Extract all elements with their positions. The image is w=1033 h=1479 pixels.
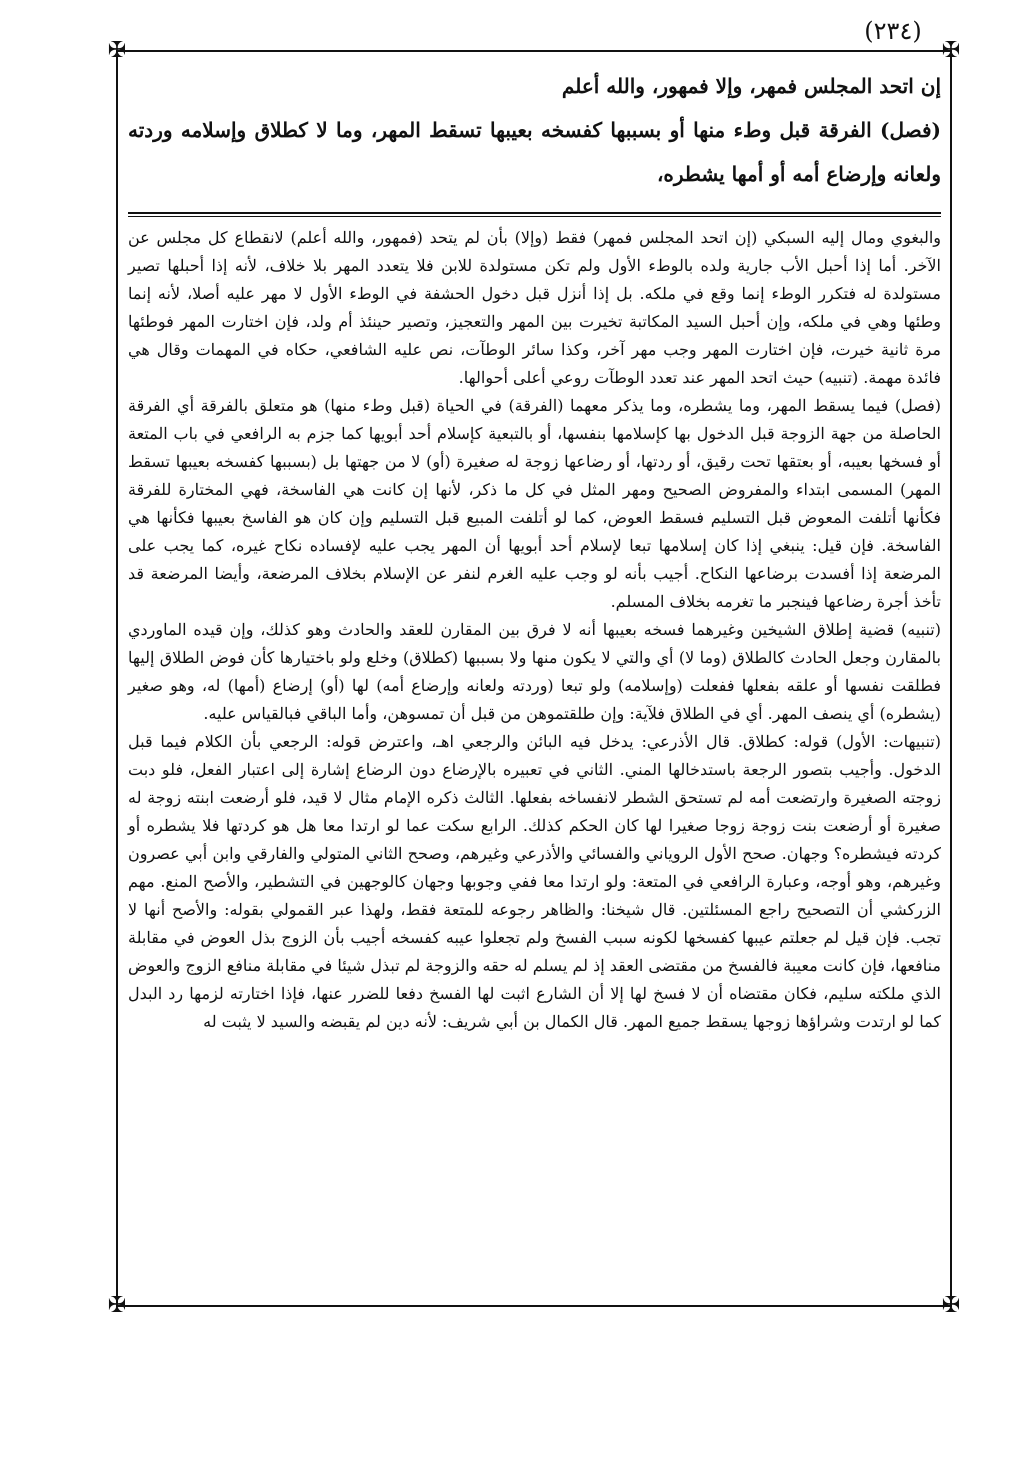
frame-bottom-rule [116,1305,952,1307]
commentary-paragraph: والبغوي ومال إليه السبكي (إن اتحد المجلس فمهر) فقط (وإلا) بأن لم يتحد (فمهور، والله أعلم) لانقطاع كل مجلس عن الآخر. أما إذا أحبل الأب جارية ولده بالوطء الأول ولم تكن مستولدة للابن فلا يتعدد المهر بلا خلاف، لأنه إذا أحبلها تصير مستولدة له فتكرر الوطء إنما وقع في ملكه. بل إذا أنزل قبل دخول الحشفة في الوطء الأول لا مهر عليه أصلا، لأنه إنما وطئها وهي في ملكه، وإن أحبل السيد المكاتبة تخيرت بين المهر والتعجيز، وتصير حينئذ أم ولد، فإن اختارت المهر فوطئها مرة ثانية خيرت، فإن اختارت المهر وجب مهر آخر، وكذا سائر الوطآت، نص عليه الشافعي، حكاه في المهمات وقال هي فائدة مهمة. (تنبيه) حيث اتحد المهر عند تعدد الوطآت روعي أعلى أحوالها. [128,228,942,387]
commentary-paragraph: (تنبيه) قضية إطلاق الشيخين وغيرهما فسخه بعيبها أنه لا فرق بين المقارن للعقد والحادث وهو كذلك، وإن قيده الماوردي بالمقارن وجعل الحادث كالطلاق (وما لا) أي والتي لا يكون منها ولا بسببها (كطلاق) وخلع ولو باختيارها كأن فوض الطلاق إليها فطلقت نفسها أو علقه بفعلها ففعلت (وإسلامه) ولو تبعا (وردته ولعانه وإرضاع أمه) لها (أو) إرضاع (أمها) له، وهو صغير (يشطره) أي ينصف المهر. أي في الطلاق فلآية: وإن طلقتموهن من قبل أن تمسوهن، وأما الباقي فبالقياس عليه. [128,620,941,723]
frame-right-rule [950,50,952,1307]
separator-rule [128,216,941,217]
matn-line: إن اتحد المجلس فمهر، وإلا فمهور، والله أعلم [561,74,941,98]
corner-ornament-icon: ✠ [107,38,127,63]
frame-left-rule [116,50,118,1307]
frame-top-rule [116,50,952,52]
commentary-block [128,224,941,1036]
corner-ornament-icon: ✠ [941,1293,961,1318]
commentary-paragraph: (تنبيهات: الأول) قوله: كطلاق. قال الأذرعي: يدخل فيه البائن والرجعي اهـ، واعترض قوله: الرجعي بأن الكلام فيما قبل الدخول. وأجيب بتصور الرجعة باستدخالها المني. الثاني في تعبيره بالإرضاع دون الرضاع إشارة إلى اعتبار الفعل، فلو دبت زوجته الصغيرة وارتضعت أمه لم تستحق الشطر لانفساخه بفعلها. الثالث ذكره الإمام مثال لا قيد، فلو أرضعت ابنته زوجة له صغيرة أو أرضعت بنت زوجة زوجا صغيرا لها كان الحكم كذلك. الرابع سكت عما لو ارتدا معا هل هو كردتها فلا يشطره أو كردته فيشطره؟ وجهان. صحح الأول الروياني والفسائي والأذرعي وغيرهم، وصحح الثاني المتولي والفارقي وابن أبي عصرون وغيرهم، وهو أوجه، وعبارة الرافعي في المتعة: ولو ارتدا معا ففي وجوبها وجهان كالوجهين في التشطير، والأصح المنع. مهم الزركشي أن التصحيح راجع المسئلتين. قال شيخنا: والظاهر رجوعه للمتعة فقط، ولهذا عبر القمولي بقوله: والأصح أنها لا تجب. فإن قيل لم جعلتم عيبها كفسخها لكونه سبب الفسخ ولم تجعلوا عيبه كفسخه أجيب بأن الزوج بذل العوض في مقابلة منافعها، فإن كانت معيبة فالفسخ من مقتضى العقد إذ لم يسلم له حقه والزوجة لم تبذل شيئا في مقابلة منافع الزوج والعوض الذي ملكته سليم، فكان مقتضاه أن لا فسخ لها إلا أن الشارع اثبت لها الفسخ دفعا للضرر عنها، فإذا اختارته لزمها رد البدل كما لو ارتدت وشراؤها زوجها يسقط جميع المهر. قال الكمال بن أبي شريف: لأنه دين لم يقبضه والسيد لا يثبت له [128,732,942,1031]
separator-rule [128,212,941,214]
corner-ornament-icon: ✠ [941,38,961,63]
commentary-paragraph: (فصل) فيما يسقط المهر، وما يشطره، وما يذكر معهما (الفرقة) في الحياة (قبل وطء منها) هو متعلق بالفرقة أي الفرقة الحاصلة من جهة الزوجة قبل الدخول بها كإسلامها بنفسها، أو بالتبعية كإسلام أحد أبويها كما جزم به الرافعي في باب المتعة أو فسخها بعيبه، أو بعتقها تحت رقيق، أو ردتها، أو رضاعها زوجة له صغيرة (أو) لا من جهتها بل (بسببها كفسخه بعيبها تسقط المهر) المسمى ابتداء والمفروض الصحيح ومهر المثل في كل ما ذكر، لأنها إن كانت هي الفاسخة، فهي المختارة للفرقة فكأنها أتلفت المعوض قبل التسليم فسقط العوض، كما لو أتلفت المبيع قبل التسليم وإن كان هو الفاسخ بعيبها فكأنها هي الفاسخة. فإن قيل: ينبغي إذا كان إسلامها تبعا لإسلام أحد أبويها أن المهر يجب عليه لإفساده نكاح غيره، كما يجب على المرضعة إذا أفسدت برضاعها النكاح. أجيب بأنه لو وجب عليه الغرم لنفر عن الإسلام بخلاف المرضعة، وأيضا المرضعة قد تأخذ أجرة رضاعها فينجبر ما تغرمه بخلاف المسلم. [128,396,941,611]
matn-block [128,64,941,196]
corner-ornament-icon: ✠ [107,1293,127,1318]
matn-line: (فصل) الفرقة قبل وطء منها أو بسببها كفسخه بعيبها تسقط المهر، وما لا كطلاق وإسلامه وردته ولعانه وإرضاع أمه أو أمها يشطره، [128,118,941,186]
page-number: (٢٣٤) [864,17,922,45]
